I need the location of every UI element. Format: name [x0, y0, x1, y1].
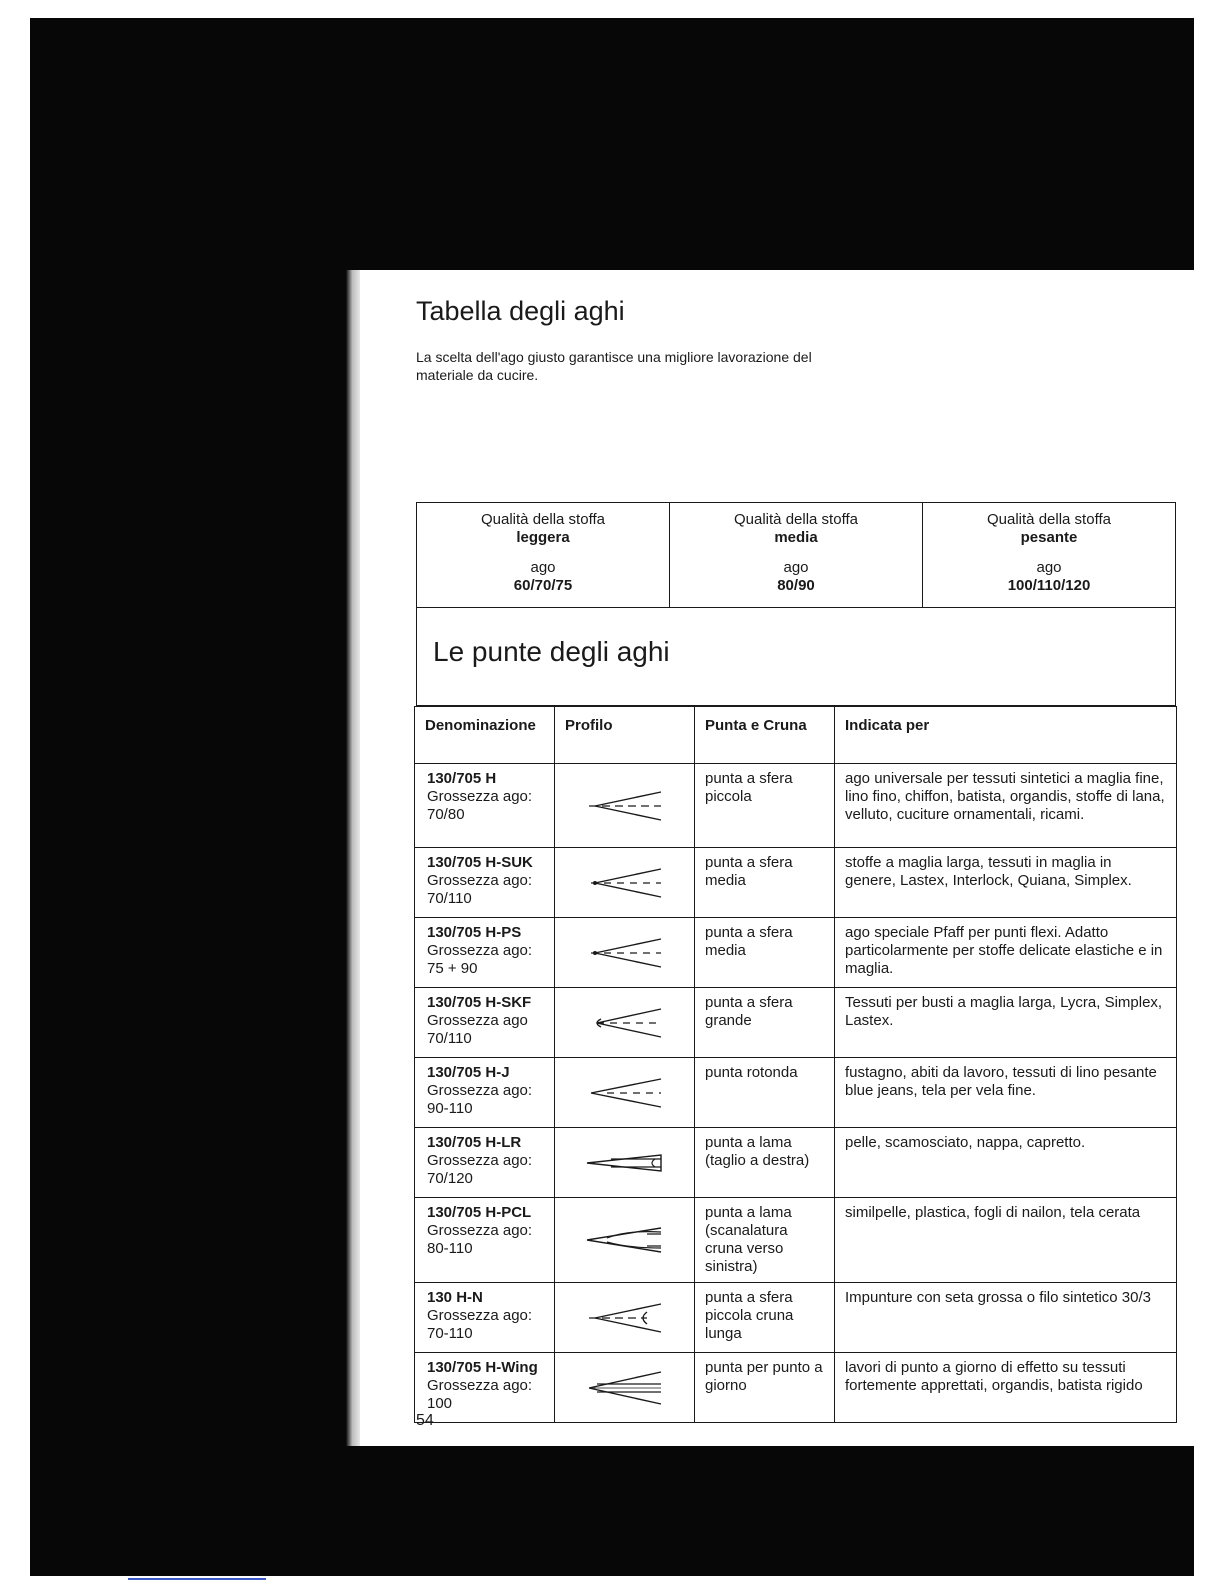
needle-code: 130/705 H-PS — [427, 924, 522, 941]
needle-code: 130 H-N — [427, 1289, 483, 1306]
needle-name-cell — [415, 1353, 555, 1423]
column-header-name: Denominazione — [415, 707, 555, 764]
needle-name-cell — [415, 918, 555, 988]
intro-text: La scelta dell'ago giusto garantisce una migliore lavorazione del materiale da cucire. — [416, 349, 812, 383]
needle-wing-icon — [567, 1362, 683, 1414]
needle-sizes: 100/110/120 — [1007, 577, 1091, 594]
quality-label: Qualità della stoffa — [987, 511, 1111, 528]
table-row — [415, 918, 1177, 988]
needle-size-label: Grossezza ago: — [427, 942, 533, 959]
quality-label: Qualità della stoffa — [481, 511, 605, 528]
quality-cell-light — [417, 503, 669, 607]
needle-size: 80-110 — [427, 1240, 473, 1257]
needle-ball-large-icon — [567, 997, 683, 1049]
needle-code: 130/705 H-J — [427, 1064, 510, 1081]
needle-size-label: Grossezza ago: — [427, 1307, 533, 1324]
needle-ball-small-icon — [567, 780, 683, 832]
column-header-profile: Profilo — [555, 707, 695, 764]
needle-size-label: Grossezza ago: — [427, 1377, 533, 1394]
needle-size: 90-110 — [427, 1100, 473, 1117]
needle-size-label: Grossezza ago — [427, 1012, 528, 1029]
needle-use-cell: similpelle, plastica, fogli di nailon, tela cerata — [835, 1198, 1177, 1283]
needle-size: 70/110 — [427, 1030, 472, 1047]
column-header-use: Indicata per — [835, 707, 1177, 764]
needle-size: 70/120 — [427, 1170, 473, 1187]
table-row — [415, 1198, 1177, 1283]
table-row — [415, 1353, 1177, 1423]
needle-size-label: Grossezza ago: — [427, 1222, 533, 1239]
needle-ball-medium-icon — [567, 927, 683, 979]
needle-point-cell: punta a sfera grande — [695, 988, 835, 1058]
needle-use-cell: ago universale per tessuti sintetici a maglia fine, lino fino, chiffon, batista, organdis, stoffe di lana, velluto, cuciture ornamentali, ricami. — [835, 764, 1177, 848]
table-header-row — [415, 707, 1177, 764]
needle-round-point-icon — [567, 1067, 683, 1119]
needle-use-cell: stoffe a maglia larga, tessuti in maglia in genere, Lastex, Interlock, Quiana, Simplex. — [835, 848, 1177, 918]
quality-weight: media — [774, 529, 818, 546]
needle-point-cell: punta rotonda — [695, 1058, 835, 1128]
table-row — [415, 848, 1177, 918]
needle-label: ago — [1036, 559, 1062, 576]
needle-profile-cell — [555, 918, 695, 988]
needle-sizes: 80/90 — [777, 577, 815, 594]
fabric-quality-table — [416, 502, 1176, 608]
needle-point-cell: punta a sfera piccola cruna lunga — [695, 1283, 835, 1353]
needle-use-cell: lavori di punto a giorno di effetto su tessuti fortemente apprettati, organdis, batista rigido — [835, 1353, 1177, 1423]
needle-profile-cell — [555, 1128, 695, 1198]
column-header-point: Punta e Cruna — [695, 707, 835, 764]
needle-name-cell — [415, 1128, 555, 1198]
needle-code: 130/705 H-LR — [427, 1134, 522, 1151]
quality-weight: leggera — [516, 529, 570, 546]
needle-name-cell — [415, 1283, 555, 1353]
needle-name-cell — [415, 1198, 555, 1283]
needle-use-cell: Tessuti per busti a maglia larga, Lycra, Simplex, Lastex. — [835, 988, 1177, 1058]
needle-use-cell: fustagno, abiti da lavoro, tessuti di lino pesante blue jeans, tela per vela fine. — [835, 1058, 1177, 1128]
needle-long-eye-icon — [567, 1292, 683, 1344]
needle-size: 70/80 — [427, 806, 465, 823]
needle-profile-cell — [555, 848, 695, 918]
needle-profile-cell — [555, 988, 695, 1058]
table-row — [415, 1058, 1177, 1128]
needle-point-cell: punta a lama (scanalatura cruna verso sinistra) — [695, 1198, 835, 1283]
needle-size-label: Grossezza ago: — [427, 872, 533, 889]
needle-code: 130/705 H-PCL — [427, 1204, 532, 1221]
needle-size-label: Grossezza ago: — [427, 1152, 533, 1169]
needle-use-cell: Impunture con seta grossa o filo sintetico 30/3 — [835, 1283, 1177, 1353]
section-title: Le punte degli aghi — [433, 636, 670, 667]
quality-cell-medium — [669, 503, 922, 607]
needle-ball-medium-icon — [567, 857, 683, 909]
needle-size: 100 — [427, 1395, 453, 1412]
needle-size: 70-110 — [427, 1325, 473, 1342]
needle-point-cell: punta a sfera piccola — [695, 764, 835, 848]
quality-cell-heavy — [922, 503, 1175, 607]
needle-use-cell: pelle, scamosciato, nappa, capretto. — [835, 1128, 1177, 1198]
needle-name-cell — [415, 764, 555, 848]
needle-code: 130/705 H-SUK — [427, 854, 533, 871]
needle-label: ago — [530, 559, 556, 576]
needle-size-label: Grossezza ago: — [427, 788, 533, 805]
needle-point-cell: punta a sfera media — [695, 918, 835, 988]
needle-code: 130/705 H-SKF — [427, 994, 532, 1011]
needle-label: ago — [783, 559, 809, 576]
page-title: Tabella degli aghi — [416, 296, 625, 326]
page-number: 54 — [416, 1412, 434, 1429]
needle-name-cell — [415, 848, 555, 918]
needle-profile-cell — [555, 1353, 695, 1423]
needle-name-cell — [415, 1058, 555, 1128]
needle-size: 75 + 90 — [427, 960, 478, 977]
needle-use-cell: ago speciale Pfaff per punti flexi. Adatto particolarmente per stoffe delicate elastiche e in maglia. — [835, 918, 1177, 988]
needle-point-cell: punta per punto a giorno — [695, 1353, 835, 1423]
table-row — [415, 1128, 1177, 1198]
quality-label: Qualità della stoffa — [734, 511, 858, 528]
needle-name-cell — [415, 988, 555, 1058]
needle-profile-cell — [555, 1058, 695, 1128]
needle-point-cell: punta a sfera media — [695, 848, 835, 918]
needle-profile-cell — [555, 1283, 695, 1353]
table-row — [415, 764, 1177, 848]
needle-blade-right-icon — [567, 1137, 683, 1189]
needle-points-table — [414, 706, 1177, 1423]
needle-blade-groove-icon — [567, 1214, 683, 1266]
table-row — [415, 1283, 1177, 1353]
needle-size: 70/110 — [427, 890, 472, 907]
needle-code: 130/705 H-Wing — [427, 1359, 538, 1376]
table-row — [415, 988, 1177, 1058]
needle-sizes: 60/70/75 — [513, 577, 573, 594]
needle-points-section — [416, 608, 1176, 706]
needle-profile-cell — [555, 1198, 695, 1283]
needle-size-label: Grossezza ago: — [427, 1082, 533, 1099]
needle-profile-cell — [555, 764, 695, 848]
scan-edge-line — [128, 1578, 266, 1580]
needle-point-cell: punta a lama (taglio a destra) — [695, 1128, 835, 1198]
quality-weight: pesante — [1020, 529, 1078, 546]
needle-code: 130/705 H — [427, 770, 497, 787]
